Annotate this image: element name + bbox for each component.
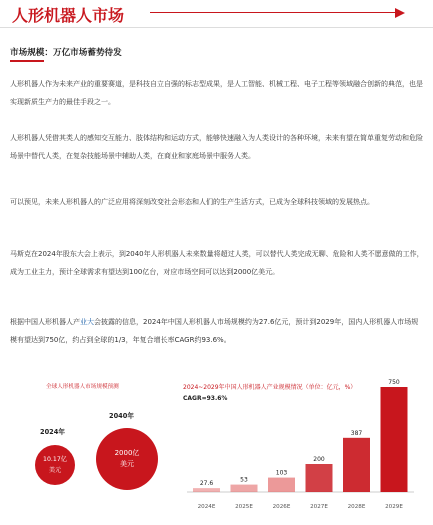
paragraph-3: 可以预见，未来人形机器人的广泛应用将深刻改变社会形态和人们的生产生活方式，已成为全球科技领域的发展热点。 — [10, 198, 374, 206]
bar-2025E — [231, 485, 258, 492]
left-chart-circle-2040: 2000亿 美元 — [96, 428, 158, 490]
bar-value-label: 387 — [350, 429, 363, 437]
left-chart-circle-2024: 10.17亿 美元 — [35, 445, 75, 485]
section-title: 市场规模：万亿市场蓄势待发 — [10, 48, 122, 58]
bar-2026E — [268, 478, 295, 492]
left-chart-year-2024: 2024年 — [40, 428, 65, 436]
paragraph-5-after: 会披露的信息，2024年中国人形机器人市场规模约为27.6亿元，预计到2029年，国内人形机器人市场规模有望达到750亿，约占到全球的1/3，年复合增长率CAGR约93.6%。 — [10, 318, 419, 344]
bar-2024E — [193, 488, 220, 492]
paragraph-5-highlight: 业大 — [80, 318, 94, 326]
bar-chart-title: 2024~2029年中国人形机器人产业规模情况（单位：亿元，%） — [183, 384, 357, 391]
bar-2027E — [306, 464, 333, 492]
bar-category-label: 2027E — [310, 504, 328, 510]
bar-category-label: 2024E — [197, 504, 216, 510]
bar-value-label: 200 — [313, 456, 325, 463]
bar-value-label: 750 — [388, 379, 400, 386]
bar-category-label: 2026E — [272, 504, 291, 510]
bar-value-label: 103 — [275, 469, 288, 477]
bar-category-label: 2029E — [385, 504, 403, 510]
paragraph-4: 马斯克在2024年股东大会上表示，到2040年人形机器人未来数量将超过人类，可以替代人类完成无聊、危险和人类不愿意做的工作，成为工业主力，预计全球需求有望达到100亿台，对应市场空间可以达到2000亿美元。 — [10, 250, 424, 276]
paragraph-5-before: 根据中国人形机器人产 — [10, 318, 80, 326]
bar-value-label: 27.6 — [199, 480, 214, 488]
bar-chart-cagr: CAGR=93.6% — [183, 395, 228, 402]
left-chart-title: 全球人形机器人市场规模预测 — [46, 384, 119, 390]
bar-2028E — [343, 438, 370, 492]
bar-value-label: 53 — [240, 476, 248, 484]
paragraph-2: 人形机器人凭借其类人的感知交互能力、肢体结构和运动方式，能够快速融入为人类设计的各种环境，未来有望在简单重复劳动和危险场景中替代人类，在复杂技能场景中辅助人类，在商业和家庭场景中服务人类。 — [10, 134, 423, 160]
left-chart-year-2040: 2040年 — [109, 412, 134, 420]
paragraph-1: 人形机器人作为未来产业的重要赛道，是科技自立自强的标志型成果，是人工智能、机械工程、电子工程等领域融合创新的典范，也是实现新质生产力的最佳手段之一。 — [10, 80, 423, 106]
bar-2029E — [381, 387, 408, 492]
bar-category-label: 2028E — [347, 504, 366, 510]
bar-category-label: 2025E — [235, 504, 253, 510]
page-title: 人形机器人市场 — [12, 6, 125, 25]
